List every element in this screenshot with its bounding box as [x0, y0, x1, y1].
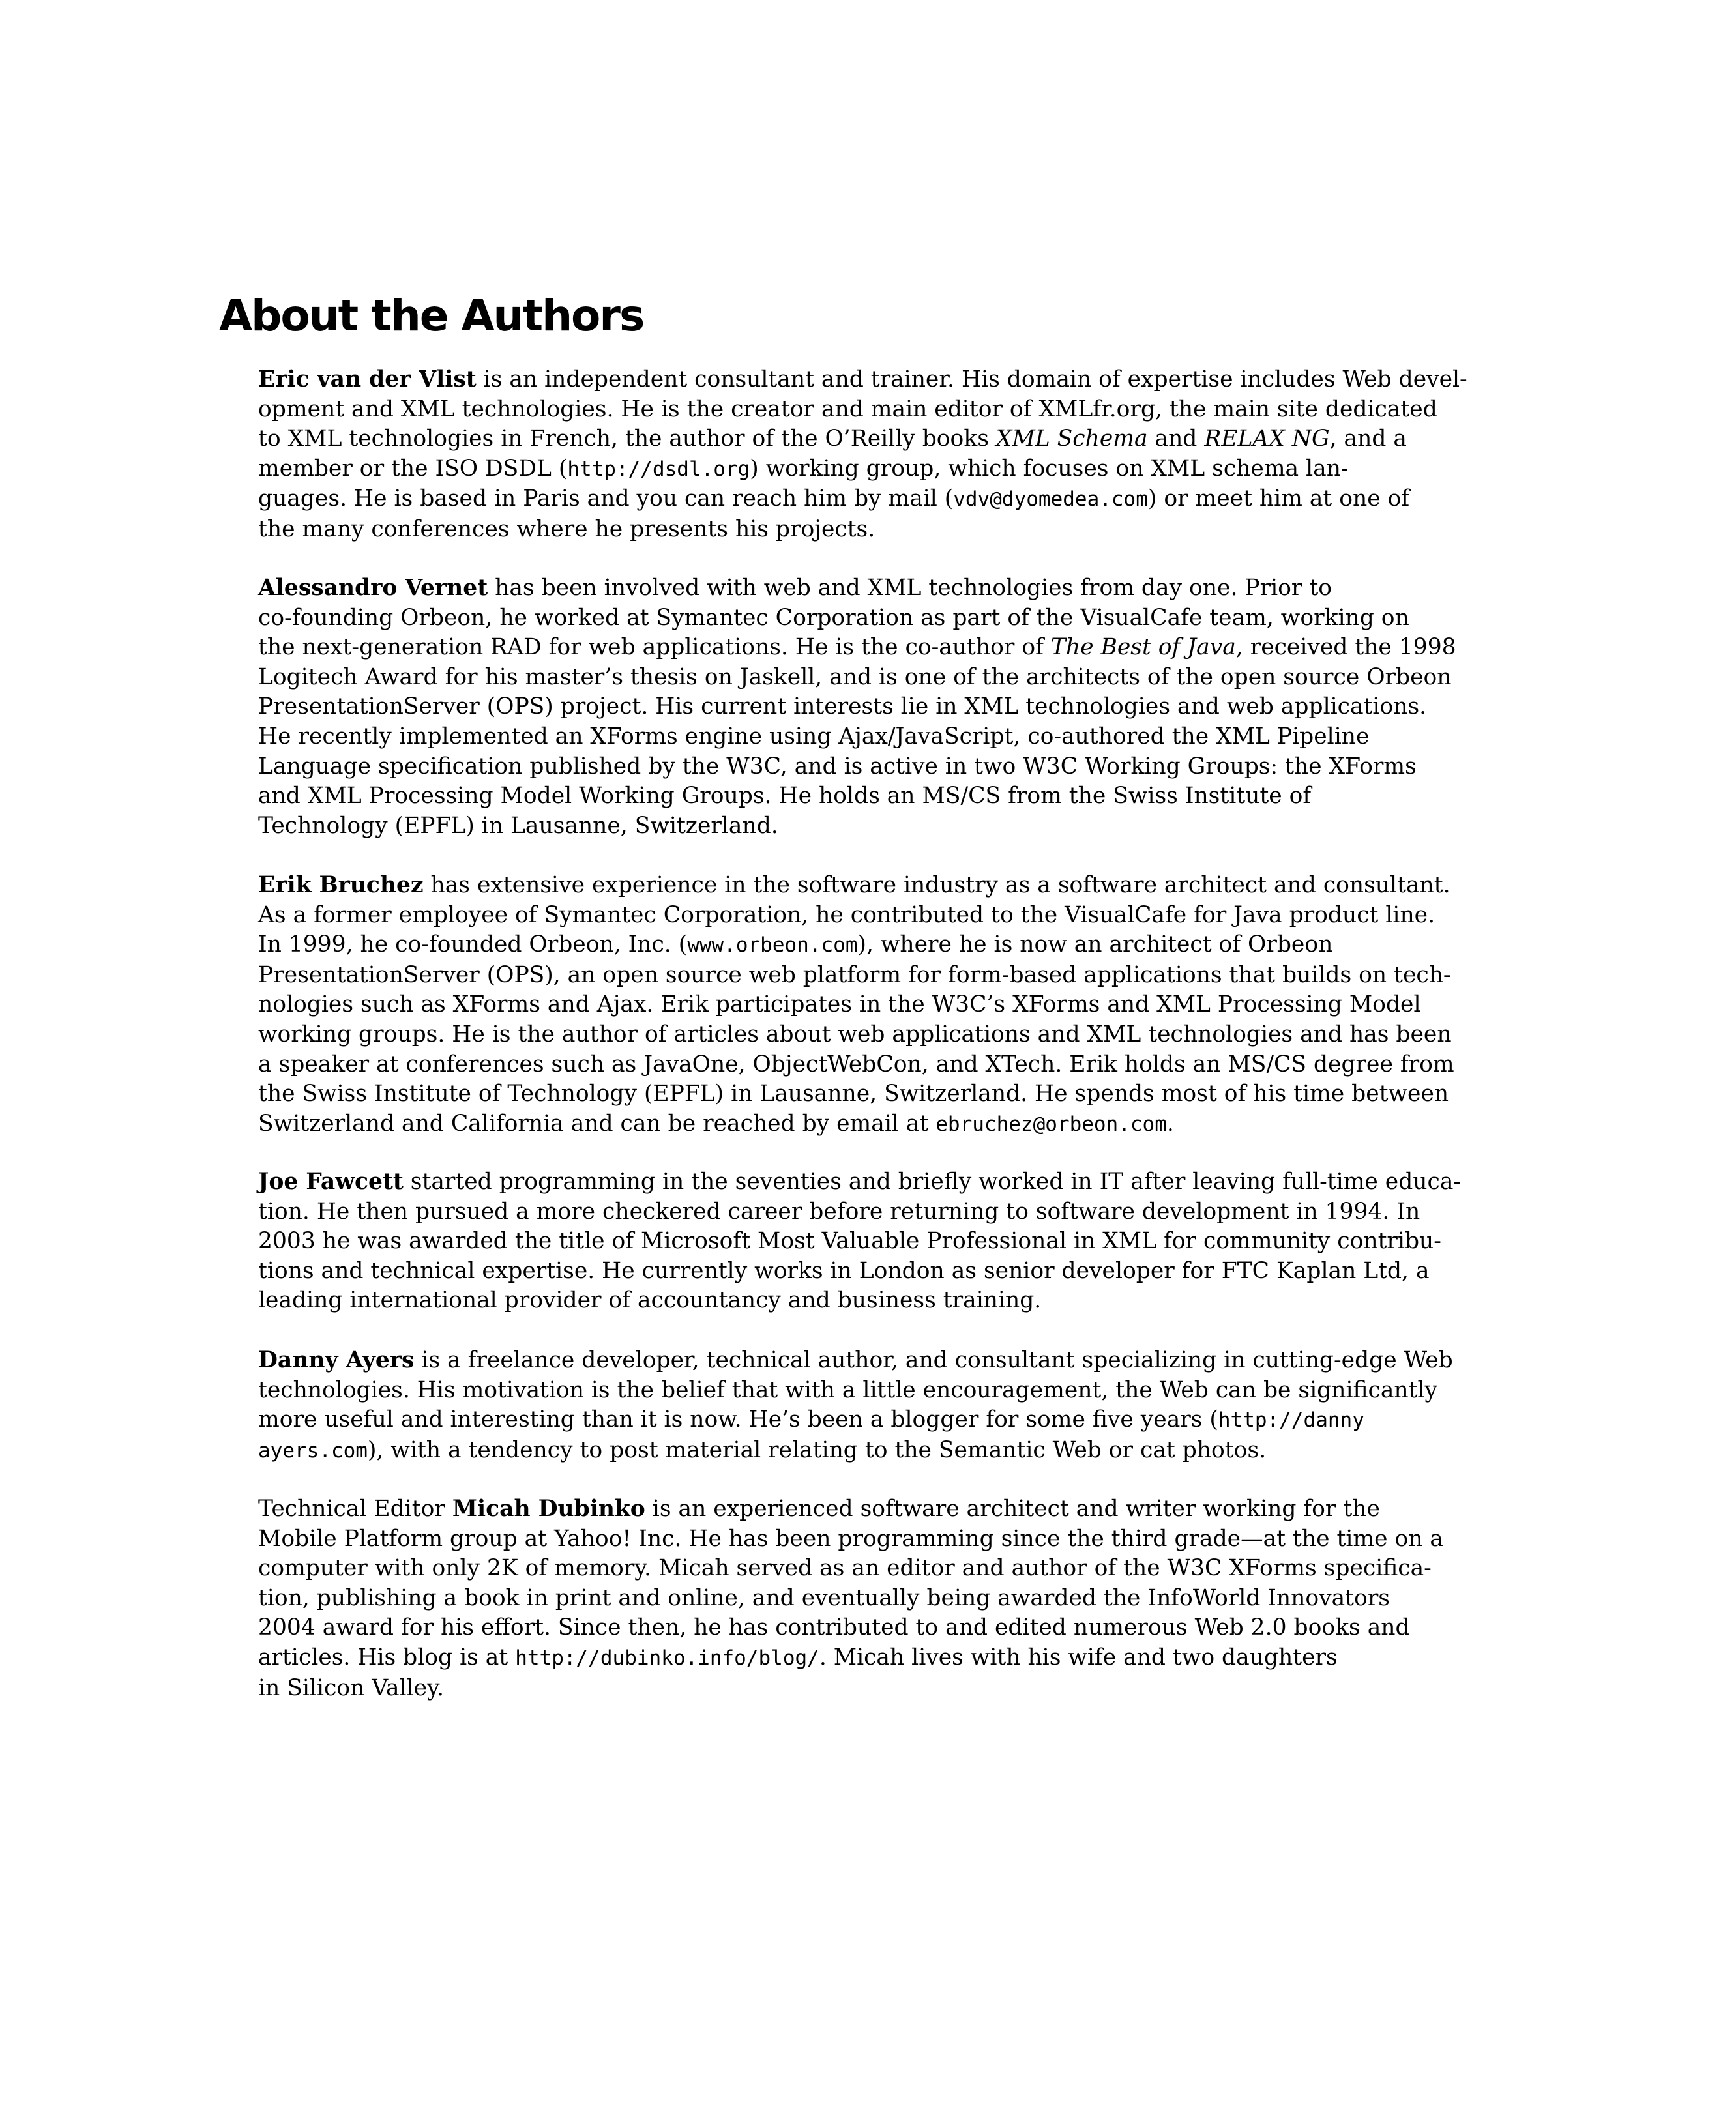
url-text: http://dubinko.info/blog/: [515, 1646, 819, 1670]
bio-line: [258, 901, 1435, 931]
text-run: in Silicon Valley.: [258, 1674, 444, 1701]
bio-line: [258, 1613, 1410, 1643]
text-run: the next-generation RAD for web applications. He is the co-author of: [258, 634, 1051, 661]
bio-line: [258, 395, 1437, 425]
text-run: to XML technologies in French, the author of the O’Reilly books: [258, 426, 996, 452]
url-text: ebruchez@orbeon.com: [935, 1112, 1167, 1136]
text-run: Mobile Platform group at Yahoo! Inc. He has been programming since the third grade—at the time on a: [258, 1525, 1443, 1552]
text-run: is a freelance developer, technical author, and consultant specializing in cutting-edge Web: [414, 1347, 1453, 1373]
bio-line: [258, 1674, 1405, 1704]
bio-joe-fawcett: [258, 1167, 1462, 1316]
text-run: 2003 he was awarded the title of Microsoft Most Valuable Professional in XML for community contribu-: [258, 1228, 1441, 1255]
author-name: Alessandro Vernet: [258, 575, 488, 601]
bio-line: [258, 990, 1421, 1020]
text-run: articles. His blog is at: [258, 1644, 516, 1671]
bio-line: [258, 1050, 1454, 1080]
text-run: the many conferences where he presents his projects.: [258, 516, 875, 542]
bio-line: [258, 1525, 1443, 1555]
bio-line: [258, 1167, 1462, 1197]
text-run: member or the ISO DSDL (: [258, 455, 568, 482]
text-run: opment and XML technologies. He is the creator and main editor of XMLfr.org, the main site dedicated: [258, 396, 1437, 422]
bio-line: [258, 365, 1467, 395]
text-run: .: [1166, 1110, 1174, 1137]
text-run: Technical Editor: [258, 1496, 452, 1522]
text-run: and: [1147, 426, 1205, 452]
bio-alessandro-vernet: [258, 574, 1456, 841]
text-run: , received the 1998: [1235, 634, 1456, 661]
bio-line: [258, 1227, 1441, 1257]
bio-line: [258, 1286, 1405, 1316]
text-run: tions and technical expertise. He currently works in London as senior developer for FTC Kaplan Ltd, a: [258, 1257, 1430, 1284]
url-text: http://dsdl.org: [567, 457, 750, 481]
bio-line: [258, 871, 1450, 901]
bio-line: [258, 1495, 1405, 1525]
bio-line: [258, 1643, 1405, 1674]
text-run: is an experienced software architect and writer working for the: [645, 1496, 1380, 1522]
text-run: Logitech Award for his master’s thesis on Jaskell, and is one of the architects of the open source Orbeon: [258, 664, 1452, 690]
bio-line: [258, 604, 1409, 634]
bio-line: [258, 574, 1405, 604]
text-run: ), where he is now an architect of Orbeon: [857, 931, 1333, 958]
text-run: PresentationServer (OPS) project. His current interests lie in XML technologies and web applications.: [258, 693, 1427, 720]
text-run: working groups. He is the author of articles about web applications and XML technologies and has been: [258, 1021, 1452, 1047]
text-run: computer with only 2K of memory. Micah served as an editor and author of the W3C XForms specifica-: [258, 1555, 1432, 1582]
text-run: Switzerland and California and can be reached by email at: [258, 1110, 936, 1137]
bio-line: [258, 1109, 1405, 1140]
bio-line: [258, 1079, 1449, 1109]
bio-line: [258, 663, 1452, 693]
text-run: technologies. His motivation is the belief that with a little encouragement, the Web can be significantly: [258, 1377, 1437, 1403]
bio-line: [258, 1554, 1432, 1584]
bio-line: [258, 484, 1410, 515]
text-run: . Micah lives with his wife and two daughters: [819, 1644, 1338, 1671]
book-title: XML Schema: [995, 426, 1148, 452]
text-run: As a former employee of Symantec Corporation, he contributed to the VisualCafe for Java product line.: [258, 901, 1435, 928]
bio-line: [258, 1436, 1405, 1467]
text-run: ), with a tendency to post material relating to the Semantic Web or cat photos.: [367, 1437, 1267, 1463]
book-title: RELAX NG: [1204, 426, 1330, 452]
text-run: more useful and interesting than it is now. He’s been a blogger for some five years (: [258, 1407, 1218, 1433]
text-run: co-founding Orbeon, he worked at Symantec Corporation as part of the VisualCafe team, working on: [258, 604, 1409, 631]
text-run: Language specification published by the W3C, and is active in two W3C Working Groups: the XForms: [258, 753, 1417, 780]
bio-line: [258, 930, 1405, 961]
bio-line: [258, 633, 1456, 663]
bio-line: [258, 1346, 1453, 1376]
text-run: tion. He then pursued a more checkered career before returning to software development in 1994. In: [258, 1198, 1420, 1225]
bio-line: [258, 1405, 1405, 1436]
bio-line: [258, 1584, 1405, 1614]
text-run: has been involved with web and XML technologies from day one. Prior to: [488, 575, 1332, 601]
url-text: ayers.com: [258, 1438, 368, 1463]
text-run: has extensive experience in the software industry as a software architect and consultant.: [423, 872, 1450, 898]
text-run: the Swiss Institute of Technology (EPFL) in Lausanne, Switzerland. He spends most of his time between: [258, 1081, 1449, 1107]
text-run: leading international provider of accountancy and business training.: [258, 1287, 1042, 1314]
book-title: The Best of Java: [1050, 634, 1236, 661]
author-name: Micah Dubinko: [452, 1496, 645, 1522]
bio-eric-van-der-vlist: [258, 365, 1467, 545]
url-text: http://danny: [1218, 1409, 1364, 1433]
text-run: He recently implemented an XForms engine using Ajax/JavaScript, co-authored the XML Pipeline: [258, 723, 1370, 750]
bio-micah-dubinko: [258, 1495, 1443, 1703]
text-run: and XML Processing Model Working Groups. He holds an MS/CS from the Swiss Institute of: [258, 783, 1312, 810]
text-run: guages. He is based in Paris and you can reach him by mail (: [258, 486, 954, 512]
bio-line: [258, 752, 1417, 782]
text-run: started programming in the seventies and briefly worked in IT after leaving full-time educa-: [403, 1169, 1462, 1195]
author-name: Eric van der Vlist: [258, 366, 477, 392]
bio-line: [258, 1376, 1437, 1406]
url-text: vdv@dyomedea.com: [953, 488, 1148, 512]
author-name: Joe Fawcett: [258, 1169, 404, 1195]
bio-line: [258, 1197, 1420, 1227]
bio-line: [258, 961, 1451, 991]
text-run: 2004 award for his effort. Since then, he has contributed to and edited numerous Web 2.0 books and: [258, 1614, 1410, 1641]
url-text: www.orbeon.com: [687, 933, 858, 957]
text-run: Technology (EPFL) in Lausanne, Switzerland.: [258, 812, 778, 839]
text-run: tion, publishing a book in print and online, and eventually being awarded the InfoWorld Innovators: [258, 1584, 1390, 1611]
bio-line: [258, 454, 1405, 485]
bio-line: [258, 692, 1427, 722]
page-title: About the Authors: [219, 291, 644, 341]
text-run: In 1999, he co-founded Orbeon, Inc. (: [258, 931, 688, 958]
text-run: ) or meet him at one of: [1147, 486, 1410, 512]
bio-line: [258, 811, 1405, 841]
bio-line: [258, 1020, 1452, 1050]
text-run: PresentationServer (OPS), an open source web platform for form-based applications that builds on tech-: [258, 961, 1451, 988]
bio-line: [258, 1257, 1430, 1287]
bio-erik-bruchez: [258, 871, 1454, 1139]
bio-line: [258, 424, 1405, 454]
author-name: Danny Ayers: [258, 1347, 415, 1373]
text-run: , and a: [1329, 426, 1407, 452]
bio-line: [258, 515, 1405, 545]
bio-line: [258, 722, 1405, 752]
bio-danny-ayers: [258, 1346, 1453, 1466]
text-run: nologies such as XForms and Ajax. Erik participates in the W3C’s XForms and XML Processing Model: [258, 991, 1421, 1018]
text-run: is an independent consultant and trainer. His domain of expertise includes Web devel-: [476, 366, 1467, 392]
bio-line: [258, 781, 1405, 811]
text-run: ) working group, which focuses on XML schema lan-: [750, 455, 1349, 482]
author-name: Erik Bruchez: [258, 872, 424, 898]
text-run: a speaker at conferences such as JavaOne, ObjectWebCon, and XTech. Erik holds an MS/CS degree from: [258, 1051, 1454, 1077]
